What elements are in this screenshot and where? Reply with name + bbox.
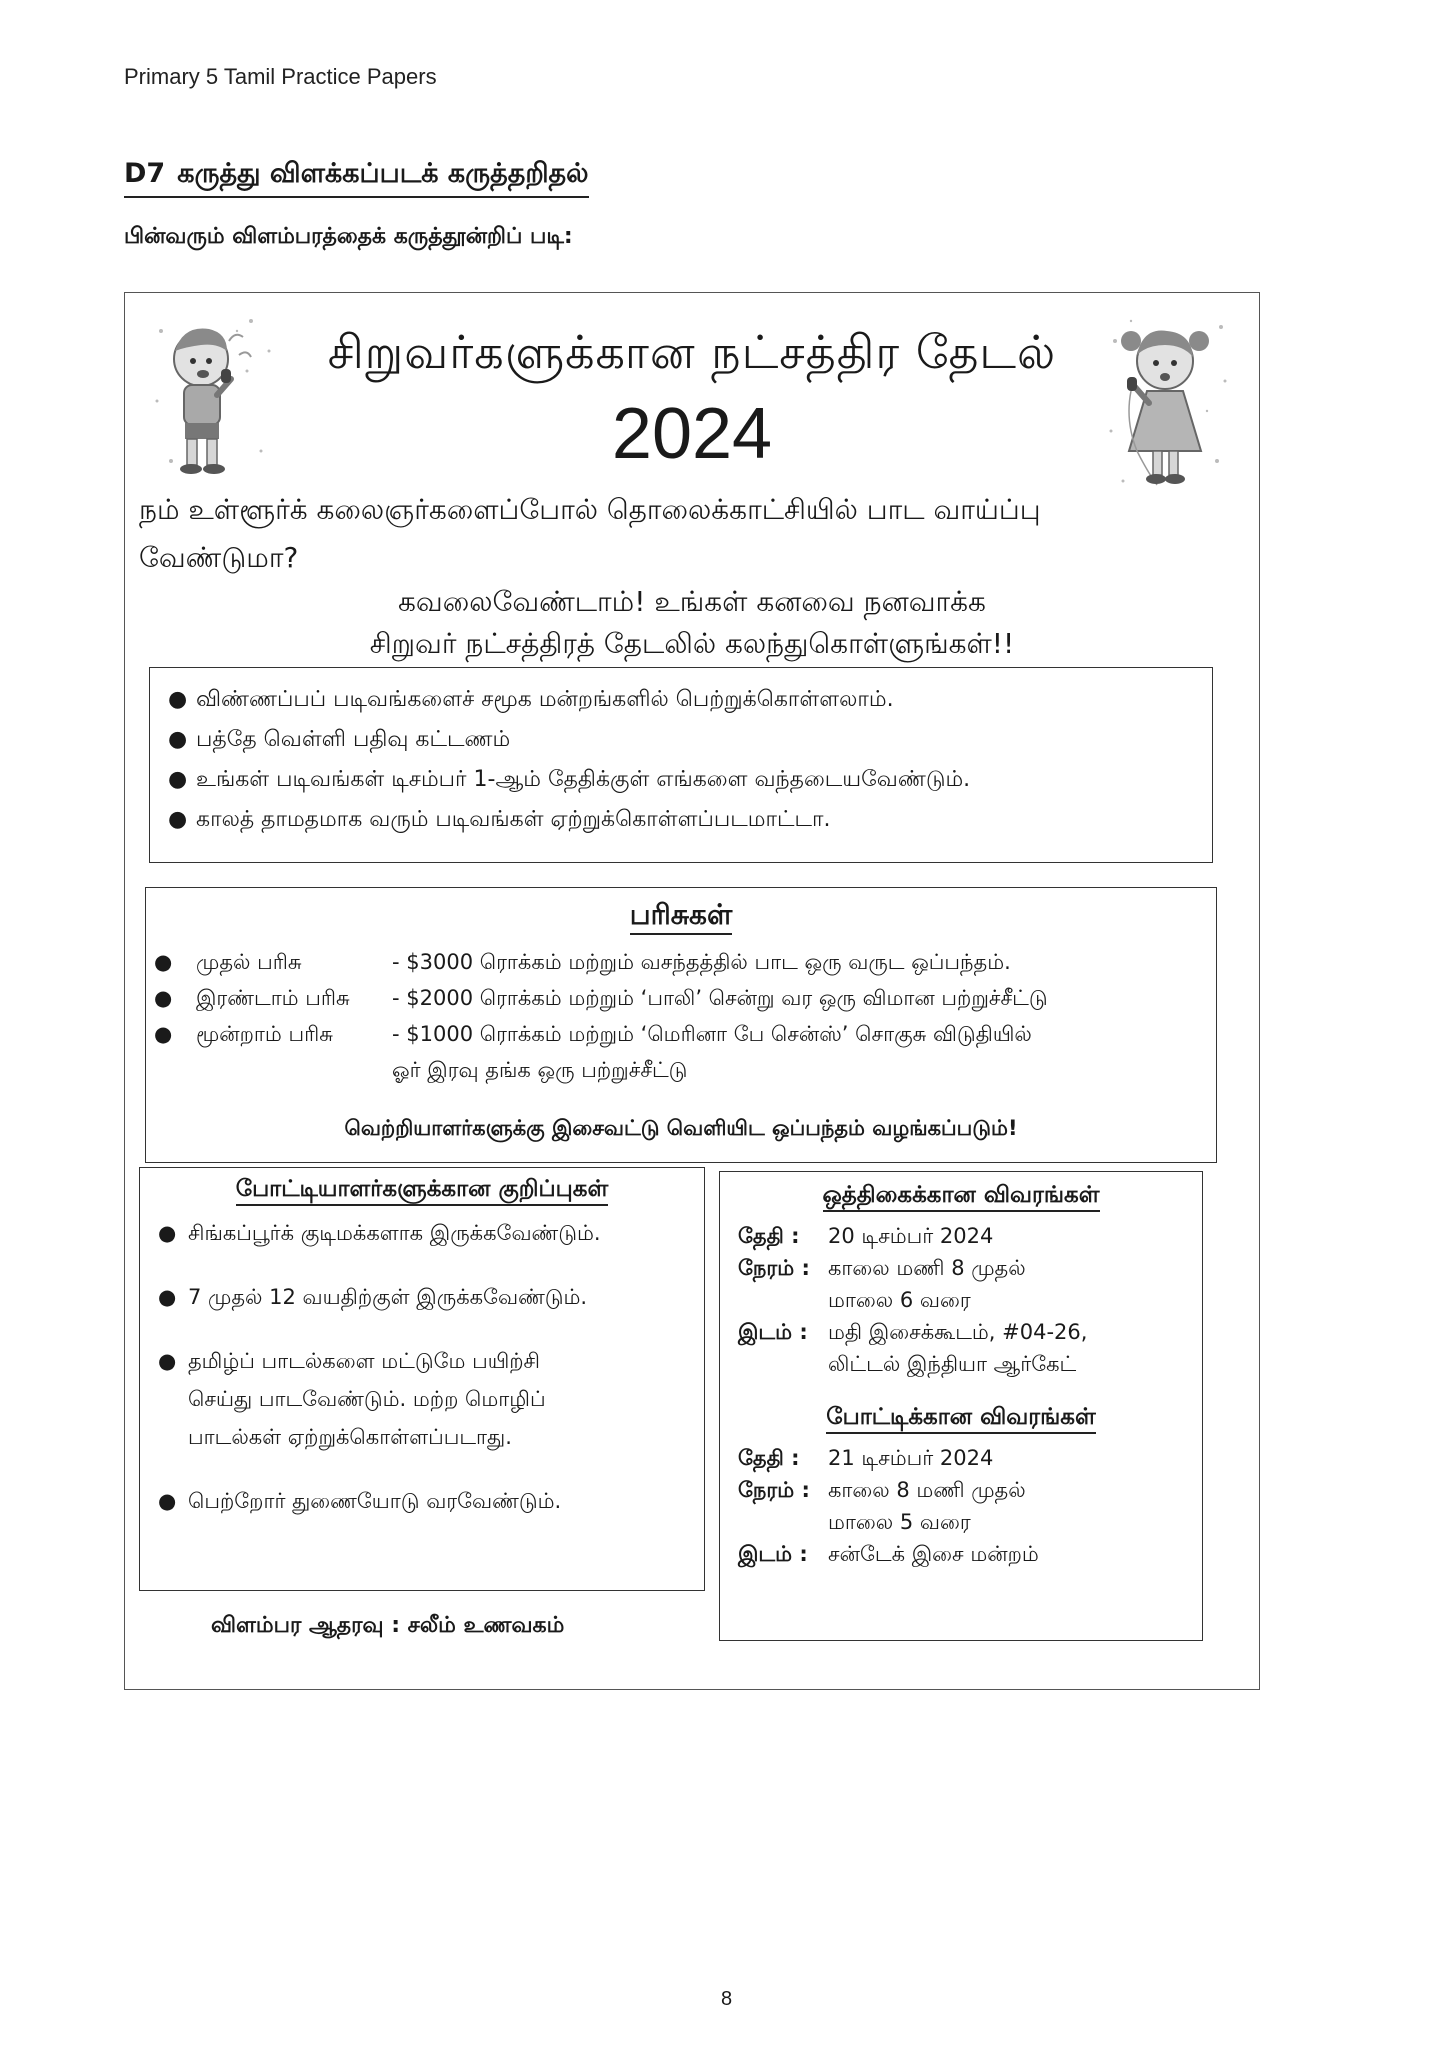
bullet-icon: ●	[168, 727, 188, 752]
list-item	[150, 800, 970, 840]
section-code: D7	[124, 158, 166, 189]
bullet-icon: ●	[154, 1022, 173, 1046]
list-item	[150, 760, 970, 800]
note-text-line-1: தமிழ்ப் பாடல்களை மட்டுமே பயிற்சி	[188, 1349, 540, 1373]
list-item	[140, 1214, 601, 1252]
bullet-icon: ●	[158, 1489, 177, 1513]
prize-item	[146, 944, 1048, 980]
table-row	[738, 1474, 1039, 1538]
bullet-icon: ●	[168, 687, 188, 712]
list-item	[150, 680, 970, 720]
prize-detail: - $2000 ரொக்கம் மற்றும் ‘பாலி’ சென்று வர ஒரு விமான பற்றுச்சீட்டு	[392, 986, 1048, 1010]
prizes-footer: வெற்றியாளர்களுக்கு இசைவட்டு வெளியிட ஒப்பந்தம் வழங்கப்படும்!	[344, 1116, 1018, 1140]
prize-name: முதல் பரிசு	[196, 950, 302, 974]
table-row	[738, 1442, 1039, 1474]
section-title-text: கருத்து விளக்கப்படக் கருத்தறிதல்	[177, 158, 589, 189]
info-item-text: காலத் தாமதமாக வரும் படிவங்கள் ஏற்றுக்கொள்ளப்படமாட்டா.	[196, 807, 831, 832]
contest-heading	[720, 1404, 1202, 1433]
info-item-text: விண்ணப்பப் படிவங்களைச் சமூக மன்றங்களில் பெற்றுக்கொள்ளலாம்.	[196, 687, 894, 712]
advertisement-poster	[124, 292, 1260, 1690]
registration-info-box	[149, 667, 1213, 863]
place-label: இடம் :	[738, 1542, 808, 1566]
note-text: 7 முதல் 12 வயதிற்குள் இருக்கவேண்டும்.	[188, 1285, 588, 1309]
bullet-icon: ●	[154, 950, 173, 974]
prizes-list	[146, 944, 1048, 1088]
page-number: 8	[720, 1988, 733, 2010]
place-value: சன்டேக் இசை மன்றம்	[828, 1542, 1039, 1566]
bullet-icon: ●	[168, 767, 188, 792]
bullet-icon: ●	[158, 1221, 177, 1245]
instruction: பின்வரும் விளம்பரத்தைக் கருத்தூன்றிப் படி:	[124, 224, 573, 249]
bullet-icon: ●	[168, 807, 188, 832]
note-text: பெற்றோர் துணையோடு வரவேண்டும்.	[188, 1489, 562, 1513]
time-label: நேரம் :	[738, 1256, 810, 1280]
list-item	[140, 1482, 601, 1520]
prize-detail: - $1000 ரொக்கம் மற்றும் ‘மெரினா பே சென்ஸ்’ சொகுசு விடுதியில்	[392, 1022, 1032, 1046]
rehearsal-heading-text: ஒத்திகைக்கான விவரங்கள்	[823, 1182, 1100, 1212]
running-head: Primary 5 Tamil Practice Papers	[124, 64, 437, 89]
prizes-heading	[146, 898, 1216, 935]
prize-name: மூன்றாம் பரிசு	[196, 1022, 333, 1046]
notes-list	[140, 1214, 601, 1520]
prizes-heading-text: பரிசுகள்	[630, 898, 732, 935]
notes-heading	[140, 1176, 704, 1205]
contest-heading-text: போட்டிக்கான விவரங்கள்	[826, 1404, 1096, 1434]
table-row	[738, 1220, 1087, 1252]
prize-item	[146, 1016, 1048, 1088]
section-title	[124, 158, 589, 198]
list-item	[140, 1342, 601, 1456]
bullet-icon: ●	[158, 1349, 177, 1373]
date-value: 20 டிசம்பர் 2024	[828, 1224, 994, 1248]
poster-title: சிறுவர்களுக்கான நட்சத்திர தேடல்	[327, 325, 1057, 379]
contest-details	[738, 1442, 1039, 1570]
rehearsal-details	[738, 1220, 1087, 1380]
date-label: தேதி :	[738, 1224, 800, 1248]
intro-line-3: கவலைவேண்டாம்! உங்கள் கனவை நனவாக்க	[398, 585, 986, 618]
table-row	[738, 1252, 1087, 1316]
contestant-notes-box	[139, 1167, 705, 1591]
prize-name: இரண்டாம் பரிசு	[196, 986, 350, 1010]
intro-line-2: வேண்டுமா?	[139, 541, 299, 574]
registration-info-list	[150, 680, 970, 840]
date-label: தேதி :	[738, 1446, 800, 1470]
notes-heading-text: போட்டியாளர்களுக்கான குறிப்புகள்	[236, 1176, 609, 1206]
intro-line-4: சிறுவர் நட்சத்திரத் தேடலில் கலந்துகொள்ளுங்கள்!!	[369, 627, 1015, 660]
time-value: காலை 8 மணி முதல் மாலை 5 வரை	[828, 1478, 1026, 1534]
bullet-icon: ●	[154, 986, 173, 1010]
prizes-box	[145, 887, 1217, 1163]
place-label: இடம் :	[738, 1320, 808, 1344]
table-row	[738, 1316, 1087, 1380]
note-text-line-2: செய்து பாடவேண்டும். மற்ற மொழிப்	[188, 1387, 546, 1411]
prize-item	[146, 980, 1048, 1016]
prize-detail: - $3000 ரொக்கம் மற்றும் வசந்தத்தில் பாட ஒரு வருட ஒப்பந்தம்.	[392, 950, 1011, 974]
note-text-line-3: பாடல்கள் ஏற்றுக்கொள்ளப்படாது.	[188, 1425, 512, 1449]
sponsor-line: விளம்பர ஆதரவு : சலீம் உணவகம்	[211, 1613, 565, 1638]
table-row	[738, 1538, 1039, 1570]
time-value: காலை மணி 8 முதல் மாலை 6 வரை	[828, 1256, 1026, 1312]
event-details-box	[719, 1171, 1203, 1641]
bullet-icon: ●	[158, 1285, 177, 1309]
time-label: நேரம் :	[738, 1478, 810, 1502]
info-item-text: பத்தே வெள்ளி பதிவு கட்டணம்	[196, 727, 511, 752]
note-text: சிங்கப்பூர்க் குடிமக்களாக இருக்கவேண்டும்.	[188, 1221, 601, 1245]
prize-detail-continued: ஓர் இரவு தங்க ஒரு பற்றுச்சீட்டு	[392, 1058, 688, 1082]
list-item	[150, 720, 970, 760]
info-item-text: உங்கள் படிவங்கள் டிசம்பர் 1-ஆம் தேதிக்குள் எங்களை வந்தடையவேண்டும்.	[196, 767, 971, 792]
rehearsal-heading	[720, 1182, 1202, 1211]
place-value: மதி இசைக்கூடம், #04-26, லிட்டல் இந்தியா ஆர்கேட்	[828, 1320, 1088, 1376]
list-item	[140, 1278, 601, 1316]
intro-line-1: நம் உள்ளூர்க் கலைஞர்களைப்போல் தொலைக்காட்சியில் பாட வாய்ப்பு	[139, 493, 1041, 526]
poster-year: 2024	[611, 394, 773, 474]
date-value: 21 டிசம்பர் 2024	[828, 1446, 994, 1470]
